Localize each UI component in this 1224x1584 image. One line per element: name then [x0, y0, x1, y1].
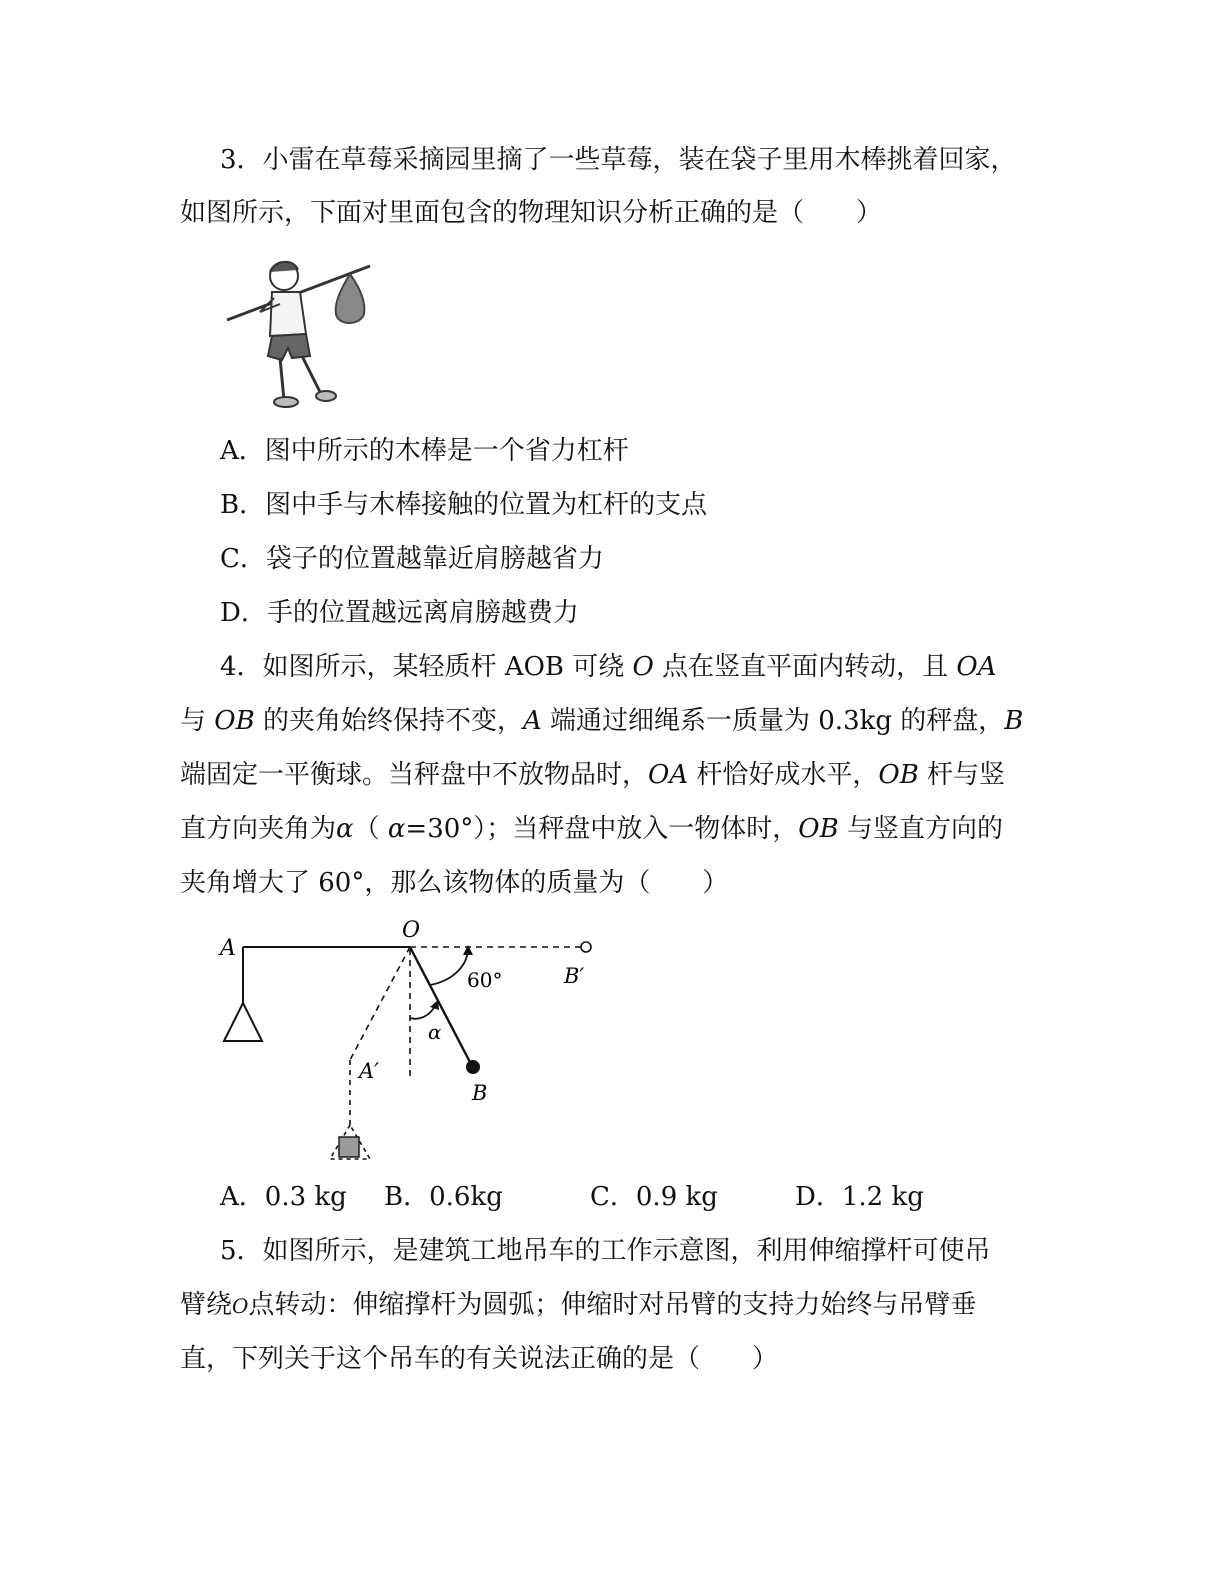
label-a-prime: A′: [359, 1059, 379, 1083]
q4-stem-line5: 夹角增大了 60°，那么该物体的质量为（ ）: [180, 868, 729, 898]
label-60: 60°: [467, 968, 503, 992]
label-b-prime: B′: [564, 964, 585, 988]
q3-stem-line1: 3．小雷在草莓采摘园里摘了一些草莓，装在袋子里用木棒挑着回家，: [220, 145, 1017, 175]
ball-b-prime: [581, 942, 591, 952]
q4-stem-line3: 端固定一平衡球。当秤盘中不放物品时，OA 杆恰好成水平，OB 杆与竖: [180, 760, 1006, 790]
arc-alpha: [410, 1006, 435, 1019]
lever-aob-diagram: [210, 915, 610, 1165]
q5-stem-line2: 臂绕O点转动：伸缩撑杆为圆弧；伸缩时对吊臂的支持力始终与吊臂垂: [180, 1290, 977, 1320]
ball-b: [466, 1060, 480, 1074]
scale-pan: [224, 1003, 262, 1041]
q3-option-a: A．图中所示的木棒是一个省力杠杆: [220, 436, 629, 466]
label-alpha: α: [428, 1020, 442, 1044]
q5-stem-line1: 5．如图所示，是建筑工地吊车的工作示意图，利用伸缩撑杆可使吊: [220, 1236, 991, 1266]
label-b: B: [472, 1081, 488, 1105]
arc-60: [430, 951, 468, 985]
q4-option-c: C．0.9 kg: [590, 1182, 718, 1212]
label-o: O: [402, 918, 421, 943]
q4-stem-line4: 直方向夹角为α（ α=30°）；当秤盘中放入一物体时，OB 与竖直方向的: [180, 814, 1003, 844]
dashed-oa-prime: [350, 947, 410, 1060]
q3-option-c: C．袋子的位置越靠近肩膀越省力: [220, 544, 604, 574]
q4-stem-line2: 与 OB 的夹角始终保持不变，A 端通过细绳系一质量为 0.3kg 的秤盘，B: [180, 706, 1024, 736]
q4-option-b: B．0.6kg: [384, 1182, 503, 1212]
object-box: [339, 1137, 359, 1157]
label-a: A: [220, 936, 236, 961]
q4-stem-line1: 4．如图所示，某轻质杆 AOB 可绕 O 点在竖直平面内转动，且 OA: [220, 652, 997, 682]
q3-option-d: D．手的位置越远离肩膀越费力: [220, 598, 579, 628]
arrow-alpha: [430, 1000, 439, 1010]
q5-stem-line3: 直，下列关于这个吊车的有关说法正确的是（ ）: [180, 1344, 779, 1374]
arrow-60: [463, 945, 473, 955]
q4-option-a: A．0.3 kg: [220, 1182, 347, 1212]
q3-stem-line2: 如图所示，下面对里面包含的物理知识分析正确的是（ ）: [180, 198, 883, 228]
q4-option-d: D．1.2 kg: [795, 1182, 924, 1212]
q3-option-b: B．图中手与木棒接触的位置为杠杆的支点: [220, 490, 708, 520]
boy-carrying-bag-illustration: [222, 252, 374, 414]
